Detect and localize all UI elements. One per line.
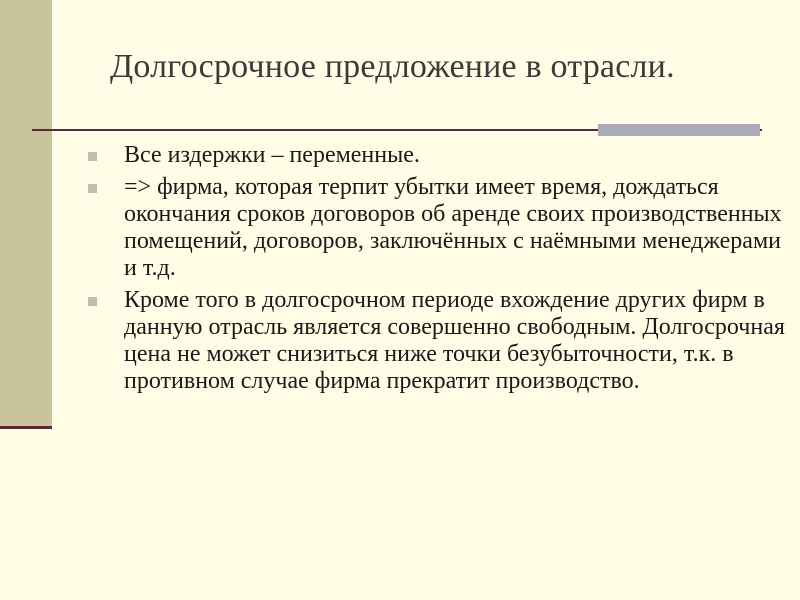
square-bullet-icon <box>88 184 97 193</box>
decorative-left-band <box>0 0 52 426</box>
bullet-text: Все издержки – переменные. <box>124 142 420 168</box>
bullet-text: => фирма, которая терпит убытки имеет время, дождаться окончания сроков договоров об аренде своих производственных помещений, договоров, заключённых с наёмными менеджерами и т.д. <box>124 174 782 281</box>
bullet-text: Кроме того в долгосрочном периоде вхождение других фирм в данную отрасль является совершенно свободным. Долгосрочная цена не может снизиться ниже точки безубыточности, т.к. в противном случае фирма прекратит производство. <box>124 287 785 394</box>
decorative-left-band-line <box>0 426 52 429</box>
bullet-item <box>86 287 786 395</box>
bullet-item <box>86 174 786 282</box>
slide-title: Долгосрочное предложение в отрасли. <box>110 48 675 85</box>
bullet-list <box>86 142 786 400</box>
bullet-item <box>86 142 786 169</box>
square-bullet-icon <box>88 297 97 306</box>
square-bullet-icon <box>88 152 97 161</box>
title-divider-accent <box>598 124 760 136</box>
